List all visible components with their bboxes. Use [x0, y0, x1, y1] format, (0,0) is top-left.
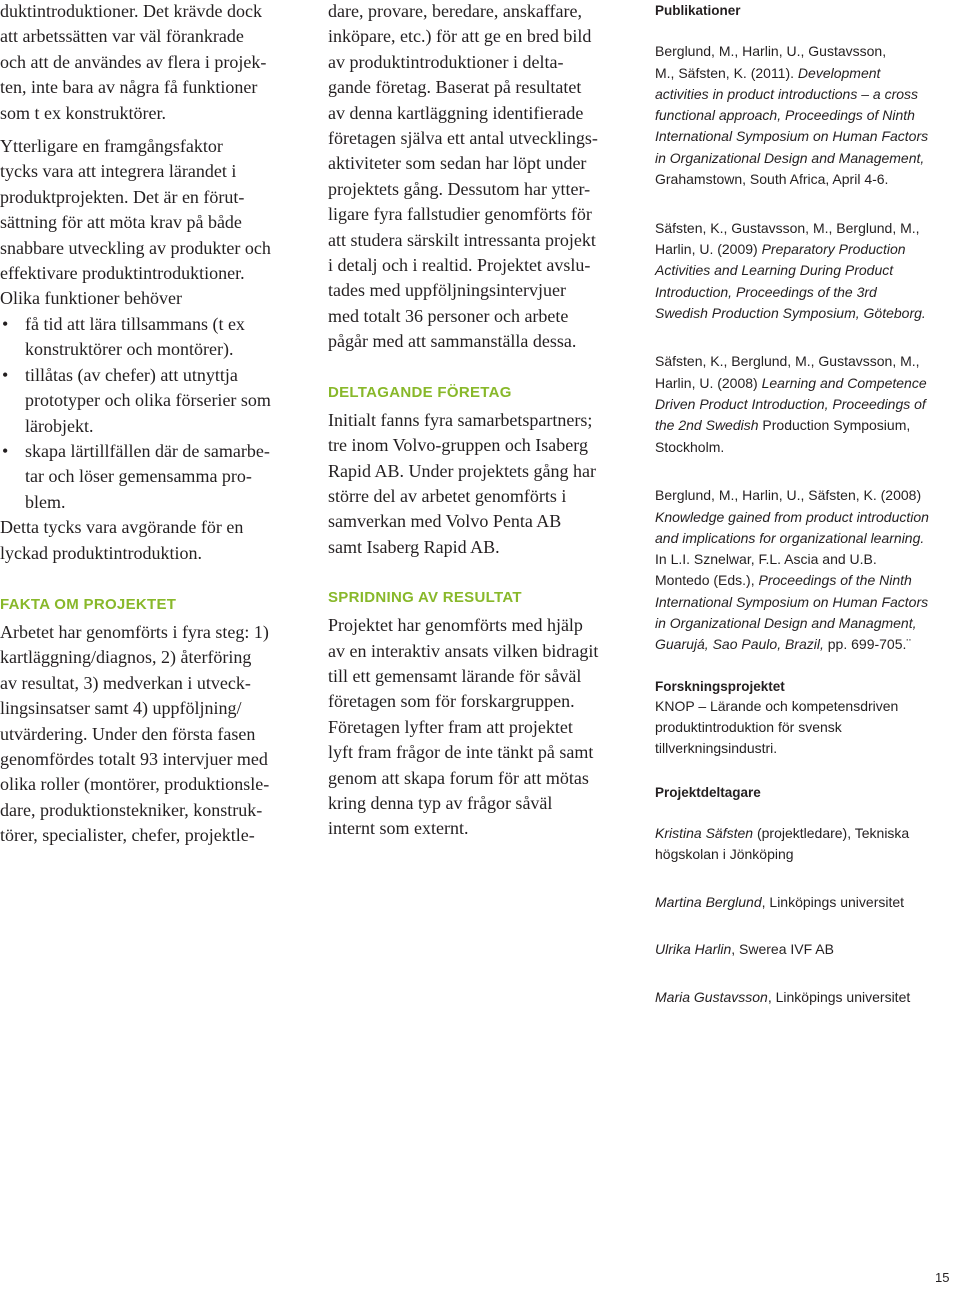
list-item: • få tid att lära tillsammans (t ex konstruktörer och montörer). [0, 312, 312, 363]
ref-source: In L.I. Sznelwar, F.L. Ascia and U.B. Montedo (Eds.), [655, 551, 877, 589]
section-heading-spridning: SPRIDNING AV RESULTAT [328, 589, 522, 607]
ref-title: Proceedings of the Ninth International Symposium on Human Factors in Organizational Design and Managment, Guarujá, Sao Paulo, Brazil, [655, 572, 929, 653]
paragraph: duktintroduktioner. Det krävde dock att arbetssätten var väl förankrade och att de användes av flera i projek- ten, inte bara av några få funktioner som t ex konstruktörer. [0, 1, 267, 123]
bullet-list [0, 312, 312, 515]
publications-heading: Publikationer [655, 3, 741, 18]
participant-name: Kristina Säfsten [655, 824, 754, 841]
participant-name: Martina Berglund [655, 893, 762, 910]
participant-affiliation: , Linköpings universitet [767, 988, 911, 1005]
right-column [655, 0, 955, 1008]
left-column [0, 0, 312, 849]
paragraph: Detta tycks vara avgörande för en lyckad produktintroduktion. [0, 517, 244, 563]
ref-authors: Säfsten, K., Berglund, M., Gustavsson, M., Harlin, U. (2008) [655, 353, 920, 391]
paragraph: dare, provare, beredare, anskaffare, inköpare, etc.) för att ge en bred bild av produktintroduktioner i delta- gande företag. Baserat på resultatet av denna kartläggning identifierade företagen själva ett antal utvecklings- aktiviteter som sedan har löpt under projektets gång. Dessutom har ytter- ligare fyra fallstudier genomförts för att studera särskilt intressanta projekt i detalj och i realtid. Projektet avslu- tades med uppföljningsintervjuer med totalt 36 personer och arbete pågår med att sammanställa dessa. [328, 1, 598, 352]
list-item: • skapa lärtillfällen där de samarbe- tar och löser gemensamma pro- blem. [0, 439, 312, 515]
ref-pages: pp. 699-705.¨ [823, 636, 912, 653]
middle-column [328, 0, 638, 842]
ref-title: Knowledge gained from product introduction and implications for organizational learning. [655, 508, 929, 546]
ref-authors: Säfsten, K., Gustavsson, M., Berglund, M., Harlin, U. (2009) [655, 219, 920, 257]
participants-heading: Projektdeltagare [655, 784, 761, 800]
participant-name: Ulrika Harlin [655, 941, 732, 958]
reference-item [655, 330, 955, 458]
participant [655, 966, 955, 1009]
paragraph: Ytterligare en framgångsfaktor tycks vara att integrera lärandet i produktprojekten. Det är en förut- sättning för att möta krav på både snabbare utveckling av produkter och effektivare produktintroduktioner. Olika funktioner behöver [0, 136, 271, 309]
participant [655, 870, 955, 913]
participant-affiliation: , Swerea IVF AB [731, 941, 834, 958]
paragraph: Initialt fanns fyra samarbetspartners; tre inom Volvo-gruppen och Isaberg Rapid AB. Under projektets gång har större del av arbetet genomförts i samverkan med Volvo Penta AB samt Isaberg Rapid AB. [328, 409, 596, 557]
research-project-heading: Forskningsprojektet [655, 678, 785, 694]
research-project-text: KNOP – Lärande och kompetensdriven produktintroduktion för svensk tillverkningsindustri. [655, 697, 899, 757]
ref-title: Learning and Competence Driven Product Introduction, Proceedings of the 2nd Swedish [655, 374, 927, 434]
ref-source: Grahamstown, South Africa, April 4-6. [655, 171, 889, 188]
reference-item [655, 464, 955, 656]
ref-authors: Berglund, M., Harlin, U., Säfsten, K. (2008) [655, 487, 922, 504]
page-number: 15 [935, 1270, 950, 1285]
section-heading-deltagande: DELTAGANDE FÖRETAG [328, 383, 512, 401]
paragraph: Arbetet har genomförts i fyra steg: 1) kartläggning/diagnos, 2) återföring av resultat, 3) medverkan i utveck- lingsinsatser samt 4) uppföljning/ utvärdering. Under den första fasen genomfördes totalt 93 intervjuer med olika roller (montörer, produktionsle- dare, produktionstekniker, konstruk- törer, specialister, chefer, projektle- [0, 621, 270, 846]
participant-affiliation: (projektledare), Tekniska högskolan i Jönköping [655, 824, 910, 863]
ref-source: Production Symposium, Stockholm. [655, 417, 911, 455]
paragraph: Projektet har genomförts med hjälp av en interaktiv ansats vilken bidragit till ett gemensamt lärande för såväl företagen som för forskargruppen. Företagen lyfter fram att projektet lyft fram frågor de inte tänkt på samt genom att skapa forum för att mötas kring denna typ av frågor såväl internt som externt. [328, 615, 599, 839]
ref-title: Development activities in product introductions – a cross functional approach, Proceedings of Ninth International Symposium on Human Factors in Organizational Design and Management, [655, 64, 929, 166]
reference-item [655, 196, 955, 324]
participant [655, 802, 955, 866]
ref-title: Preparatory Production Activities and Learning During Product Introduction, Proceedings of the 3rd Swedish Production Symposium, Göteborg. [655, 240, 926, 321]
list-item: • tillåtas (av chefer) att utnyttja prototyper och olika förserier som lärobjekt. [0, 363, 312, 439]
participant-name: Maria Gustavsson [655, 988, 768, 1005]
participant [655, 918, 955, 961]
reference-item [655, 20, 955, 190]
ref-authors: Berglund, M., Harlin, U., Gustavsson, M., Säfsten, K. (2011). [655, 43, 887, 81]
section-heading-fakta: FAKTA OM PROJEKTET [0, 595, 177, 613]
participant-affiliation: , Linköpings universitet [761, 893, 905, 910]
